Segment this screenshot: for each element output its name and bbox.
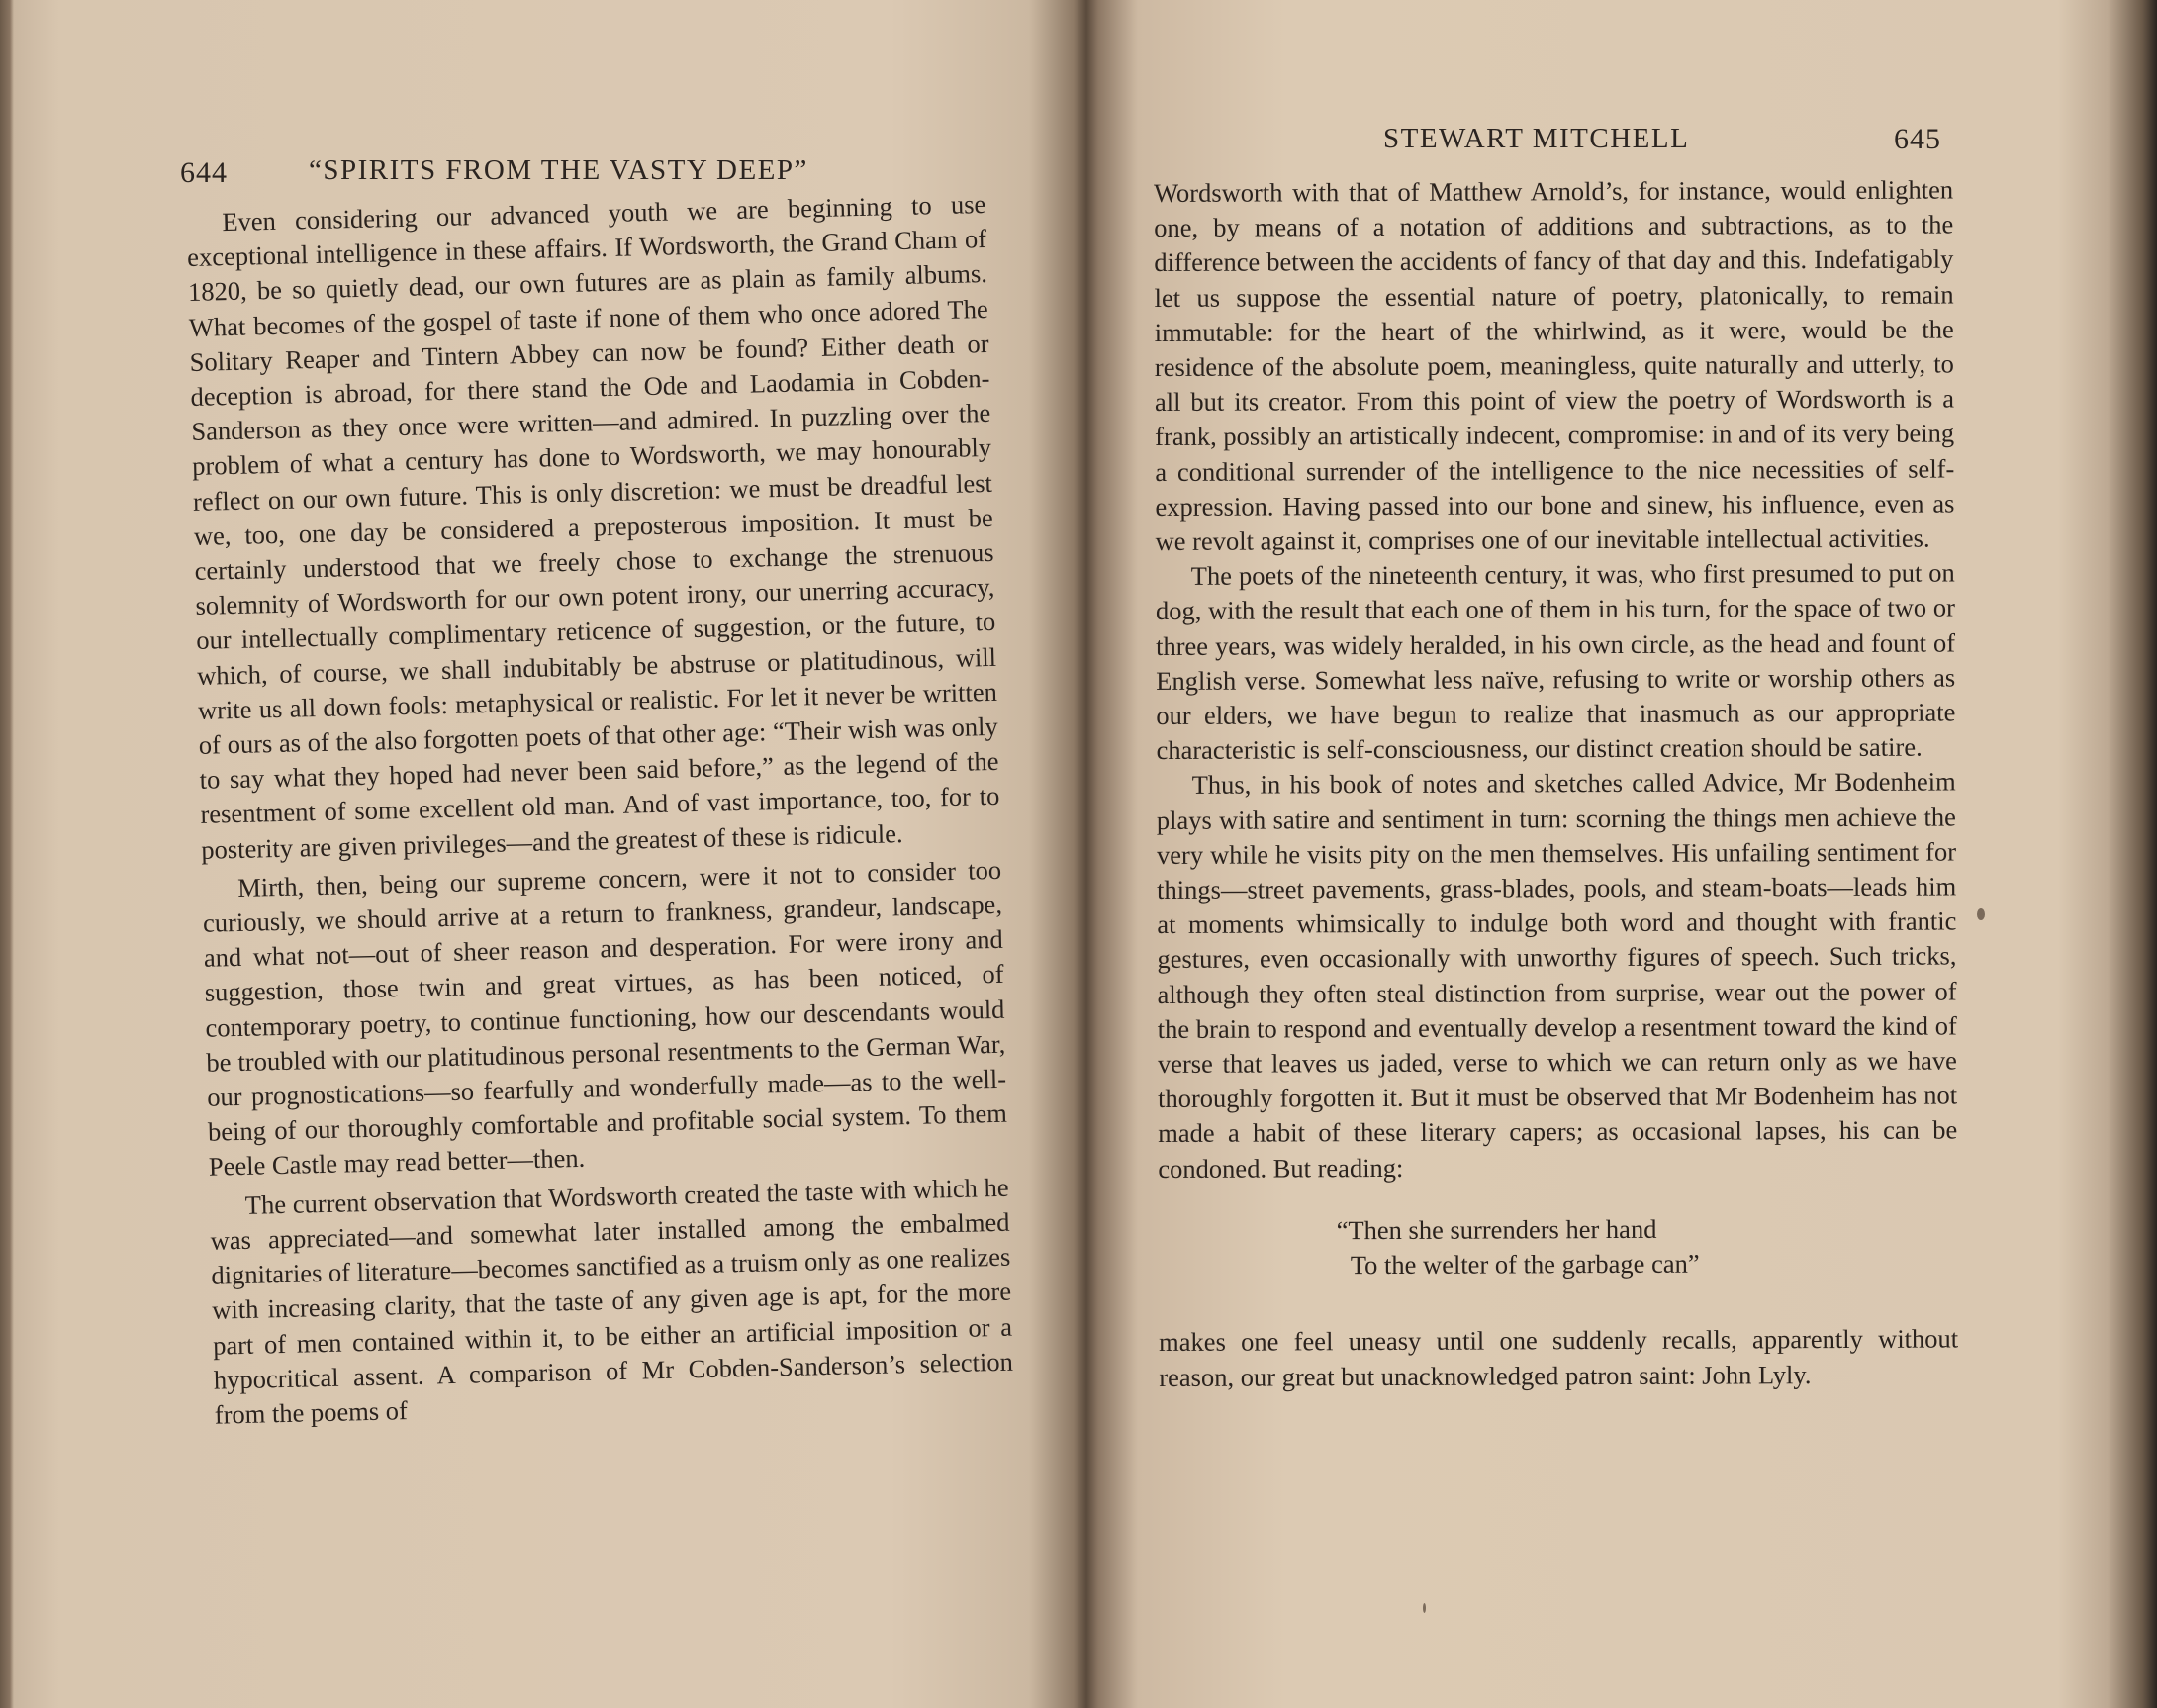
- verse-quote: [1159, 1210, 1958, 1283]
- paragraph: Thus, in his book of notes and sketches called Advice, Mr Bodenheim plays with satire and sentiment in turn: scorning the things men achieve the very while he visits pity on the men themselves. His unfailing sentiment for things—street pavements, grass-blades, pools, and steam-boats—leads him at moments whimsically to indulge both word and thought with frantic gestures, even occasionally with unworthy figures of speech. Such tricks, although they often steal distinction from surprise, wear out the power of the brain to respond and eventually develop a resentment toward the kind of verse that leaves us jaded, verse to which we can return only as we have thoroughly forgotten it. But it must be observed that Mr Bodenheim has not made a habit of these literary capers; as occasional lapses, his can be condoned. But reading:: [1156, 766, 1958, 1184]
- paragraph: makes one feel uneasy until one suddenly recalls, apparently without reason, our great but unacknowledged patron saint: John Lyly.: [1159, 1323, 1959, 1392]
- body-text: [1154, 172, 1958, 1394]
- page-number: 645: [1894, 123, 1941, 155]
- quote-line: “Then she surrenders her hand: [1336, 1213, 1657, 1246]
- paper-speck: [1977, 908, 1985, 920]
- running-title: “SPIRITS FROM THE VASTY DEEP”: [309, 154, 808, 186]
- running-title: STEWART MITCHELL: [1383, 123, 1690, 154]
- paragraph: Mirth, then, being our supreme concern, were it not to consider too curiously, we should arrive at a return to frankness, grandeur, landscape, and what not—out of sheer reason and desperation. For were irony and suggestion, those twin and great virtues, as has been noticed, of contemporary poetry, to continue functioning, how our descendants would be troubled with our platitudinous personal resentments to the German War, our prognostications—so fearfully and wonderfully made—as to the well-being of our thoroughly comfortable and profitable social system. To them Peele Castle may read better—then.: [202, 854, 1008, 1183]
- paragraph: The poets of the nineteenth century, it was, who first presumed to put on dog, with the result that each one of them in his turn, for the space of two or three years, was widely heralded, in his own circle, as the head and fount of English verse. Somewhat less naïve, refusing to write or worship others as our elders, we have begun to realize that inasmuch as our appropriate characteristic is self-consciousness, our distinct creation should be satire.: [1155, 557, 1956, 766]
- quote-line: To the welter of the garbage can”: [1350, 1248, 1700, 1281]
- paragraph: Wordsworth with that of Matthew Arnold’s, for instance, would enlighten one, by means of a notation of additions and subtractions, as to the difference between the accidents of fancy of that day and this. Indefatigably let us suppose the essential nature of poetry, platonically, to remain immutable: for the heart of the whirlwind, as it were, would be the residence of the absolute poem, meaningless, quite naturally and utterly, to all but its creator. From this point of view the poetry of Wordsworth is a frank, possibly an artistically indecent, compromise: in and of its very being a conditional surrender of the intelligence to the nice necessities of self-expression. Having passed into our bone and sinew, his influence, even as we revolt against it, comprises one of our inevitable intellectual activities.: [1154, 174, 1955, 557]
- body-text: [186, 187, 1014, 1433]
- paragraph: The current observation that Wordsworth created the taste with which he was appreciated—and somewhat later installed among the embalmed dignitaries of literature—becomes sanctified as a truism only as one realizes with increasing clarity, that the taste of any given age is apt, for the more part of men contained within it, to be either an artificial imposition or a hypocritical assent. A comparison of Mr Cobden-Sanderson’s selection from the poems of: [210, 1172, 1014, 1430]
- page-number: 644: [180, 156, 228, 189]
- right-page: [1086, 0, 2157, 1708]
- paper-speck: [1423, 1603, 1426, 1613]
- paragraph: Even considering our advanced youth we are beginning to use exceptional intelligence in these affairs. If Wordsworth, the Grand Cham of 1820, be so quietly dead, our own futures are as plain as family albums. What becomes of the gospel of taste if none of them who once adored The Solitary Reaper and Tintern Abbey can now be found? Either death or deception is abroad, for there stand the Ode and Laodamia in Cobden-Sanderson as they once were written—and admired. In puzzling over the problem of what a century has done to Wordsworth, we may honourably reflect on our own future. This is only discretion: we must be dreadful lest we, too, one day be considered a preposterous imposition. It must be certainly understood that we freely chose to exchange the strenuous solemnity of Wordsworth for our own potent irony, our unerring accuracy, our intellectually complimentary reticence of suggestion, or the future, to which, of course, we shall indubitably be abstruse or platitudinous, will write us all down fools: metaphysical or realistic. For let it never be written of ours as of the also forgotten poets of that other age: “Their wish was only to say what they hoped had never been said before,” as the legend of the resentment of some excellent old man. And of vast importance, too, for to posterity are given privileges—and the greatest of these is ridicule.: [186, 188, 1000, 865]
